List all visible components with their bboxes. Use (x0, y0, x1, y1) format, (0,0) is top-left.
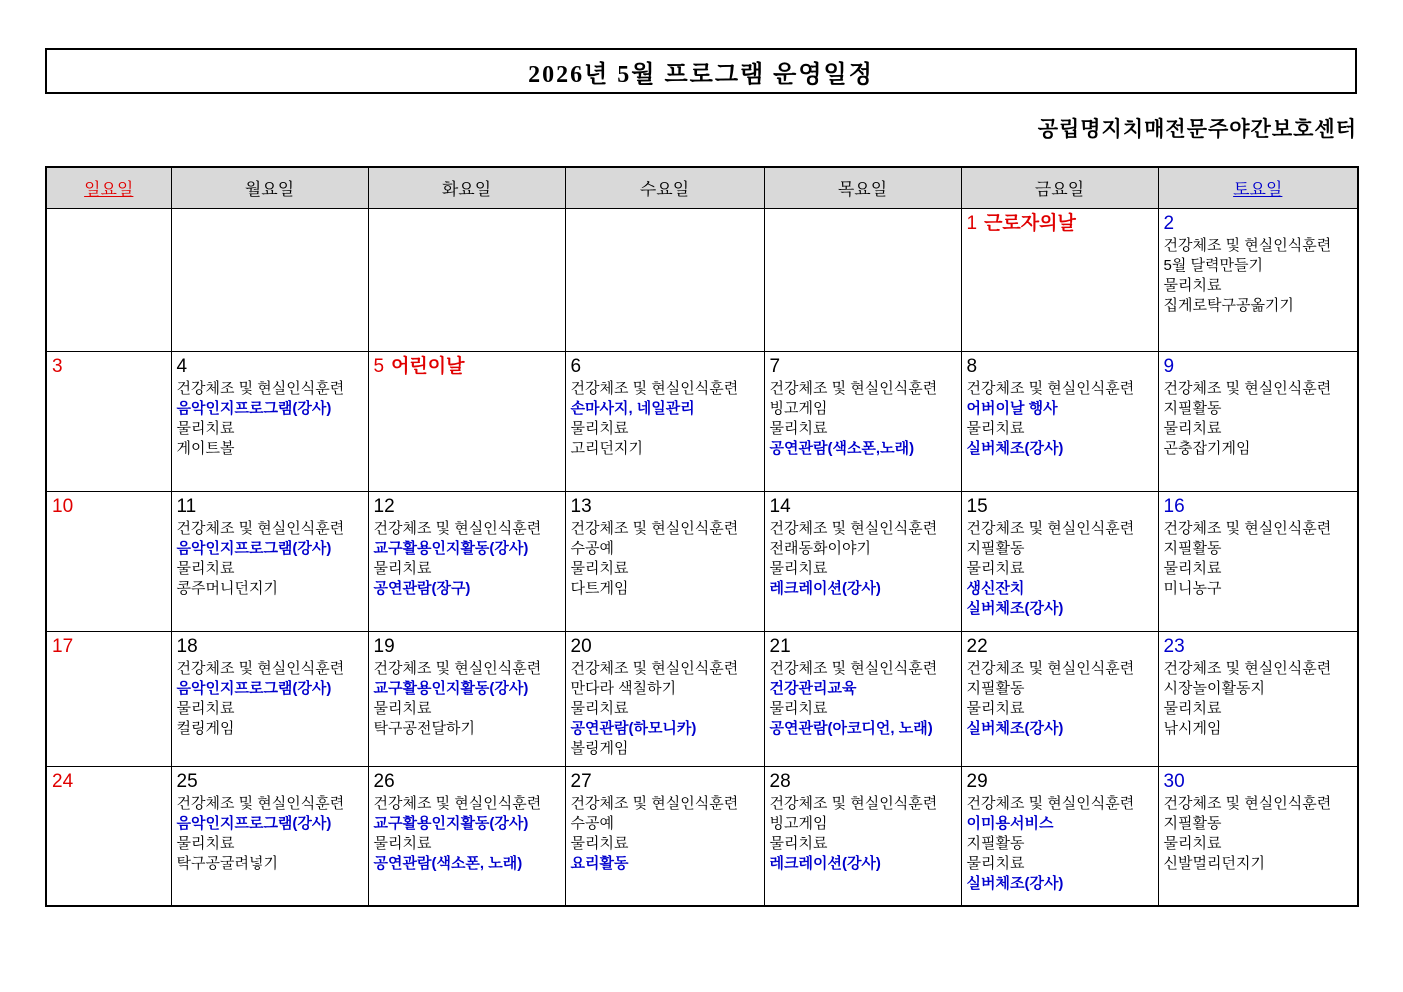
activity-line: 물리치료 (373, 559, 432, 577)
activity-line: 건강체조 및 현실인식훈련 (570, 794, 739, 812)
activity-line: 실버체조(강사) (966, 439, 1064, 457)
activity-line: 건강체조 및 현실인식훈련 (176, 379, 345, 397)
activity-line: 건강체조 및 현실인식훈련 (373, 794, 542, 812)
page-title: 2026년 5월 프로그램 운영일정 (528, 61, 874, 88)
title-box (45, 48, 1357, 94)
activity-line: 물리치료 (966, 419, 1025, 437)
activity-line: 지필활동 (1163, 814, 1222, 832)
day-header-line (967, 211, 1152, 236)
activity-line: 물리치료 (1163, 559, 1222, 577)
empty-cell (46, 208, 171, 351)
activity-line: 어버이날 행사 (966, 399, 1058, 417)
day-header-line (374, 354, 559, 379)
activity-line: 건강체조 및 현실인식훈련 (176, 794, 345, 812)
day-number: 14 (769, 495, 791, 517)
day-number: 30 (1163, 770, 1185, 792)
day-cell-3 (46, 351, 171, 491)
day-header-line (770, 354, 955, 379)
day-header-line (177, 494, 362, 519)
activity-line: 물리치료 (1163, 834, 1222, 852)
day-cell-13 (565, 491, 764, 631)
activity-line: 레크레이션(강사) (769, 579, 881, 597)
day-number: 19 (373, 635, 395, 657)
day-number: 27 (570, 770, 592, 792)
day-number: 16 (1163, 495, 1185, 517)
day-cell-7 (764, 351, 961, 491)
day-header-line (52, 354, 165, 379)
day-header-line (571, 769, 758, 794)
day-header-line (177, 769, 362, 794)
day-cell-12 (368, 491, 565, 631)
calendar-table (45, 166, 1359, 907)
activity-line: 전래동화이야기 (769, 539, 871, 557)
day-header-line (374, 634, 559, 659)
day-number: 15 (966, 495, 988, 517)
empty-cell (368, 208, 565, 351)
weekday-header-wed (565, 167, 764, 208)
activity-line: 공연관람(장구) (373, 579, 471, 597)
activity-line: 건강체조 및 현실인식훈련 (373, 519, 542, 537)
activity-line: 지필활동 (966, 834, 1025, 852)
day-cell-19 (368, 631, 565, 766)
day-header-line (770, 769, 955, 794)
day-cell-29 (961, 766, 1158, 906)
day-cell-26 (368, 766, 565, 906)
day-header-line (1164, 634, 1352, 659)
day-cell-2 (1158, 208, 1358, 351)
day-cell-15 (961, 491, 1158, 631)
weekday-label: 수요일 (639, 180, 690, 200)
activity-line: 실버체조(강사) (966, 719, 1064, 737)
activity-line: 건강관리교육 (769, 679, 857, 697)
activity-line: 물리치료 (769, 559, 828, 577)
activity-line: 빙고게임 (769, 814, 828, 832)
day-header-line (1164, 211, 1352, 236)
day-number: 12 (373, 495, 395, 517)
activity-line: 건강체조 및 현실인식훈련 (966, 379, 1135, 397)
day-header-line (52, 634, 165, 659)
weekday-header-fri (961, 167, 1158, 208)
activity-line: 컬링게임 (176, 719, 235, 737)
week-row (46, 491, 1358, 631)
day-header-line (1164, 354, 1352, 379)
day-cell-5 (368, 351, 565, 491)
day-header-line (571, 634, 758, 659)
day-cell-10 (46, 491, 171, 631)
day-cell-21 (764, 631, 961, 766)
activity-line: 지필활동 (1163, 539, 1222, 557)
activity-line: 생신잔치 (966, 579, 1025, 597)
day-number: 21 (769, 635, 791, 657)
activity-line: 물리치료 (176, 699, 235, 717)
weekday-header-tue (368, 167, 565, 208)
activity-line: 수공예 (570, 539, 614, 557)
week-row (46, 351, 1358, 491)
day-header-line (967, 634, 1152, 659)
activity-line: 음악인지프로그램(강사) (176, 679, 332, 697)
activity-line: 낚시게임 (1163, 719, 1222, 737)
activity-line: 손마사지, 네일관리 (570, 399, 695, 417)
activity-line: 공연관람(색소폰, 노래) (373, 854, 523, 872)
week-row (46, 766, 1358, 906)
week-row (46, 631, 1358, 766)
day-number: 4 (176, 355, 188, 377)
activity-line: 음악인지프로그램(강사) (176, 399, 332, 417)
day-cell-28 (764, 766, 961, 906)
activity-line: 집게로탁구공옮기기 (1163, 296, 1294, 314)
day-cell-25 (171, 766, 368, 906)
activity-line: 교구활용인지활동(강사) (373, 679, 529, 697)
activity-line: 지필활동 (1163, 399, 1222, 417)
day-number: 9 (1163, 355, 1175, 377)
activity-line: 실버체조(강사) (966, 599, 1064, 617)
day-cell-11 (171, 491, 368, 631)
activity-line: 건강체조 및 현실인식훈련 (570, 519, 739, 537)
day-cell-20 (565, 631, 764, 766)
activity-line: 건강체조 및 현실인식훈련 (1163, 794, 1332, 812)
day-cell-9 (1158, 351, 1358, 491)
activity-line: 건강체조 및 현실인식훈련 (1163, 236, 1332, 254)
day-number: 2 (1163, 212, 1175, 234)
activity-line: 건강체조 및 현실인식훈련 (769, 379, 938, 397)
activity-line: 요리활동 (570, 854, 629, 872)
activity-line: 콩주머니던지기 (176, 579, 278, 597)
day-header-line (571, 494, 758, 519)
activity-line: 건강체조 및 현실인식훈련 (966, 519, 1135, 537)
day-header-line (52, 494, 165, 519)
weekday-label: 월요일 (244, 180, 295, 200)
day-number: 18 (176, 635, 198, 657)
holiday-label: 어린이날 (391, 355, 465, 377)
activity-line: 볼링게임 (570, 739, 629, 757)
day-header-line (374, 769, 559, 794)
day-header-line (52, 769, 165, 794)
activity-line: 물리치료 (373, 699, 432, 717)
activity-line: 물리치료 (769, 834, 828, 852)
day-number: 25 (176, 770, 198, 792)
activity-line: 건강체조 및 현실인식훈련 (570, 659, 739, 677)
activity-line: 건강체조 및 현실인식훈련 (769, 519, 938, 537)
activity-line: 음악인지프로그램(강사) (176, 814, 332, 832)
center-name: 공립명지치매전문주야간보호센터 (1037, 117, 1357, 141)
weekday-header-sat (1158, 167, 1358, 208)
activity-line: 공연관람(하모니카) (570, 719, 697, 737)
day-number: 1 (966, 212, 978, 234)
activity-line: 탁구공전달하기 (373, 719, 475, 737)
activity-line: 물리치료 (966, 559, 1025, 577)
day-header-line (1164, 769, 1352, 794)
activity-line: 물리치료 (966, 854, 1025, 872)
activity-line: 건강체조 및 현실인식훈련 (570, 379, 739, 397)
day-number: 6 (570, 355, 582, 377)
day-cell-17 (46, 631, 171, 766)
day-number: 17 (52, 635, 74, 657)
day-header-line (770, 634, 955, 659)
day-header-line (770, 494, 955, 519)
activity-line: 물리치료 (1163, 276, 1222, 294)
empty-cell (565, 208, 764, 351)
activity-line: 탁구공굴려넣기 (176, 854, 278, 872)
activity-line: 물리치료 (373, 834, 432, 852)
activity-line: 신발멀리던지기 (1163, 854, 1265, 872)
weekday-label: 목요일 (837, 180, 888, 200)
day-cell-1 (961, 208, 1158, 351)
day-cell-23 (1158, 631, 1358, 766)
weekday-header-row (46, 167, 1358, 208)
day-cell-16 (1158, 491, 1358, 631)
day-number: 8 (966, 355, 978, 377)
day-number: 3 (52, 355, 63, 377)
day-header-line (967, 354, 1152, 379)
day-number: 24 (52, 770, 74, 792)
day-cell-24 (46, 766, 171, 906)
activity-line: 건강체조 및 현실인식훈련 (769, 659, 938, 677)
activity-line: 물리치료 (176, 559, 235, 577)
activity-line: 건강체조 및 현실인식훈련 (769, 794, 938, 812)
weekday-header-sun (46, 167, 171, 208)
activity-line: 빙고게임 (769, 399, 828, 417)
weekday-header-thu (764, 167, 961, 208)
calendar-body (46, 208, 1358, 906)
day-number: 20 (570, 635, 592, 657)
day-cell-18 (171, 631, 368, 766)
activity-line: 건강체조 및 현실인식훈련 (373, 659, 542, 677)
day-header-line (967, 494, 1152, 519)
empty-cell (764, 208, 961, 351)
day-header-line (1164, 494, 1352, 519)
day-number: 28 (769, 770, 791, 792)
day-cell-22 (961, 631, 1158, 766)
activity-line: 미니농구 (1163, 579, 1222, 597)
day-number: 22 (966, 635, 988, 657)
day-number: 11 (176, 495, 197, 517)
activity-line: 공연관람(색소폰,노래) (769, 439, 915, 457)
day-header-line (374, 494, 559, 519)
activity-line: 물리치료 (176, 834, 235, 852)
activity-line: 물리치료 (176, 419, 235, 437)
activity-line: 물리치료 (1163, 419, 1222, 437)
activity-line: 건강체조 및 현실인식훈련 (966, 659, 1135, 677)
day-cell-4 (171, 351, 368, 491)
activity-line: 건강체조 및 현실인식훈련 (176, 519, 345, 537)
day-header-line (571, 354, 758, 379)
day-number: 10 (52, 495, 74, 517)
day-cell-6 (565, 351, 764, 491)
holiday-label: 근로자의날 (984, 212, 1076, 234)
weekday-label: 금요일 (1034, 180, 1085, 200)
activity-line: 수공예 (570, 814, 614, 832)
day-number: 29 (966, 770, 988, 792)
activity-line: 교구활용인지활동(강사) (373, 539, 529, 557)
activity-line: 지필활동 (966, 539, 1025, 557)
day-cell-8 (961, 351, 1158, 491)
activity-line: 건강체조 및 현실인식훈련 (966, 794, 1135, 812)
day-number: 26 (373, 770, 395, 792)
day-number: 23 (1163, 635, 1185, 657)
activity-line: 물리치료 (570, 559, 629, 577)
activity-line: 시장놀이활동지 (1163, 679, 1265, 697)
activity-line: 만다라 색칠하기 (570, 679, 677, 697)
activity-line: 공연관람(아코디언, 노래) (769, 719, 933, 737)
weekday-label: 일요일 (84, 180, 134, 200)
activity-line: 실버체조(강사) (966, 874, 1064, 892)
activity-line: 물리치료 (769, 419, 828, 437)
empty-cell (171, 208, 368, 351)
day-header-line (177, 354, 362, 379)
day-cell-30 (1158, 766, 1358, 906)
activity-line: 게이트볼 (176, 439, 235, 457)
activity-line: 물리치료 (1163, 699, 1222, 717)
activity-line: 건강체조 및 현실인식훈련 (176, 659, 345, 677)
activity-line: 고리던지기 (570, 439, 643, 457)
weekday-label: 화요일 (441, 180, 492, 200)
activity-line: 교구활용인지활동(강사) (373, 814, 529, 832)
activity-line: 5월 달력만들기 (1163, 256, 1263, 274)
activity-line: 곤충잡기게임 (1163, 439, 1251, 457)
weekday-label: 토요일 (1233, 180, 1283, 200)
weekday-header-mon (171, 167, 368, 208)
activity-line: 다트게임 (570, 579, 629, 597)
week-row (46, 208, 1358, 351)
activity-line: 건강체조 및 현실인식훈련 (1163, 659, 1332, 677)
activity-line: 물리치료 (570, 699, 629, 717)
activity-line: 건강체조 및 현실인식훈련 (1163, 519, 1332, 537)
activity-line: 이미용서비스 (966, 814, 1054, 832)
day-header-line (967, 769, 1152, 794)
activity-line: 지필활동 (966, 679, 1025, 697)
activity-line: 물리치료 (570, 419, 629, 437)
day-cell-27 (565, 766, 764, 906)
activity-line: 음악인지프로그램(강사) (176, 539, 332, 557)
activity-line: 레크레이션(강사) (769, 854, 881, 872)
activity-line: 물리치료 (966, 699, 1025, 717)
day-number: 7 (769, 355, 781, 377)
day-number: 13 (570, 495, 592, 517)
activity-line: 건강체조 및 현실인식훈련 (1163, 379, 1332, 397)
day-header-line (177, 634, 362, 659)
activity-line: 물리치료 (570, 834, 629, 852)
day-number: 5 (373, 355, 385, 377)
activity-line: 물리치료 (769, 699, 828, 717)
day-cell-14 (764, 491, 961, 631)
